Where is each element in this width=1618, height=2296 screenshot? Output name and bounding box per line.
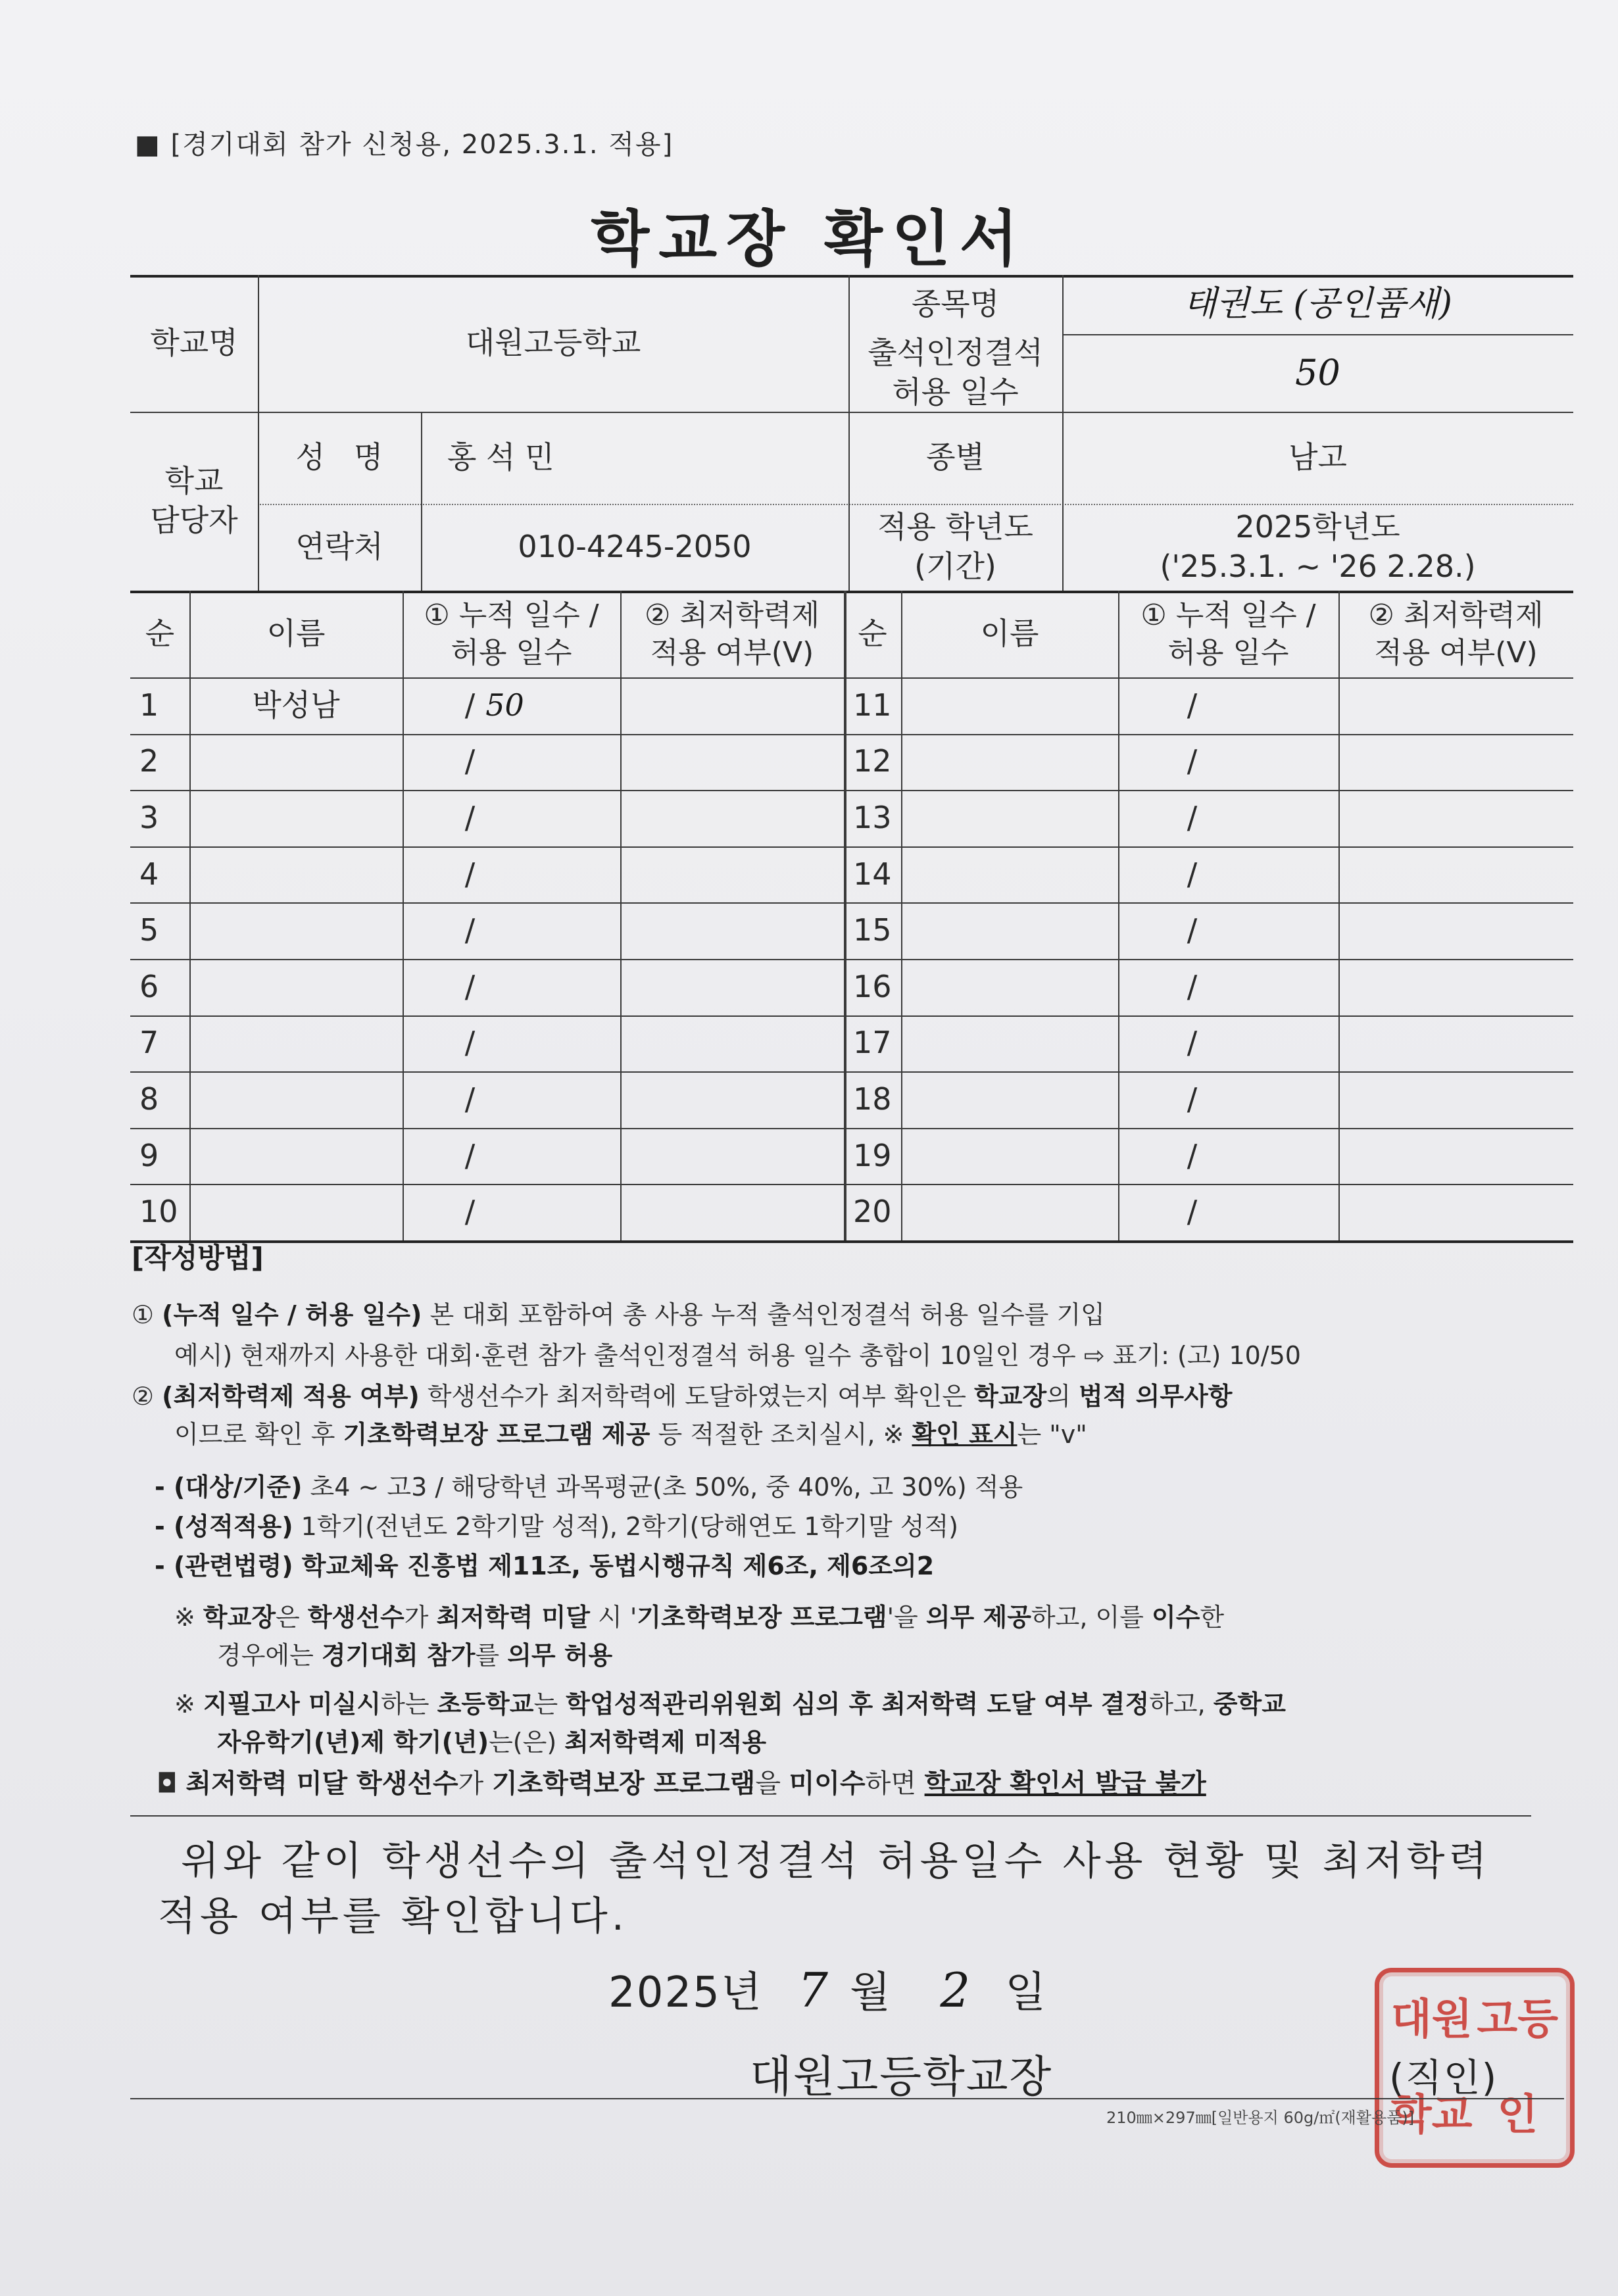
col-header-min-line2: 적용 여부(V) (650, 636, 814, 670)
term: 기초학력보장 프로그램 (491, 1769, 756, 1799)
contact-label: 연락처 (295, 529, 383, 565)
min-academic-check (620, 846, 844, 903)
term: 확인 표시 (912, 1420, 1017, 1449)
date-month-label: 월 (850, 1968, 892, 2017)
row-number: 20 (853, 1194, 892, 1230)
min-academic-check (1338, 1071, 1573, 1128)
seal-char: 학교 (1390, 2090, 1473, 2139)
instruction-line-2: 예시) 현재까지 사용한 대회·훈련 참가 출석인정결석 허용 일수 총합이 10일인 경우 ⇨ 표기: (고) 10/50 (174, 1341, 1301, 1370)
confirmation-line-2: 적용 여부를 확인합니다. (158, 1893, 628, 1940)
days-cell (403, 846, 620, 903)
col-header-days-line1: ① 누적 일수 / (424, 598, 599, 632)
instruction-line-11 (217, 1722, 766, 1758)
student-name (189, 1184, 403, 1240)
slash: / (464, 687, 476, 723)
row-number: 12 (853, 743, 892, 779)
student-name (901, 1071, 1118, 1128)
days-cell (403, 1128, 620, 1185)
col-header-min-academic (620, 591, 844, 677)
min-academic-check (1338, 734, 1573, 791)
row-number: 3 (139, 800, 159, 836)
text: 가 (458, 1769, 492, 1799)
sport-value: 태권도 (공인품새) (1183, 284, 1452, 324)
instruction-line-10 (174, 1684, 1286, 1720)
term: 학교장 (974, 1382, 1047, 1411)
table-bottom-border (130, 1240, 1573, 1243)
term: 자유학기(년)제 학기(년) (217, 1728, 489, 1757)
days-cell (1118, 1015, 1338, 1072)
slash: / (464, 912, 476, 948)
slash: / (464, 1194, 476, 1230)
document-title: 학교장 확인서 (591, 204, 1027, 274)
student-name (189, 734, 403, 791)
row-number: 16 (853, 968, 892, 1004)
days-cell (403, 1015, 620, 1072)
text: 1학기(전년도 2학기말 성적), 2학기(당해연도 1학기말 성적) (293, 1512, 959, 1541)
student-name (901, 959, 1118, 1015)
min-academic-check (620, 790, 844, 846)
slash: / (464, 1137, 476, 1173)
school-year-label-line2: (기간) (914, 549, 996, 584)
student-name: 박성남 (252, 687, 340, 723)
min-academic-check (1338, 959, 1573, 1015)
student-name (189, 959, 403, 1015)
min-academic-check (620, 734, 844, 791)
min-academic-check (1338, 1128, 1573, 1185)
instruction-line-8 (174, 1597, 1224, 1633)
text: 을 (755, 1769, 789, 1799)
instructions-heading-text: [작성방법] (132, 1242, 264, 1274)
row-number: 13 (853, 800, 892, 836)
manager-name-value: 홍 석 민 (447, 439, 554, 476)
days-cell (1118, 734, 1338, 791)
text: 본 대회 포함하여 총 사용 누적 출석인정결석 허용 일수를 기입 (422, 1300, 1105, 1329)
slash: / (464, 968, 476, 1004)
col-header-min-line1: ② 최저학력제 (645, 598, 820, 632)
row-number: 19 (853, 1137, 892, 1173)
rule (130, 1815, 1531, 1817)
attendance-days-label-line2: 허용 일수 (892, 374, 1019, 410)
warning-icon: ◘ (157, 1769, 178, 1799)
term: 지필고사 미실시 (203, 1690, 381, 1719)
seal-char: 고등 (1477, 1995, 1559, 2044)
row-number: 11 (853, 687, 892, 723)
school-year-value-line2: ('25.3.1. ~ '26 2.28.) (1160, 549, 1476, 584)
student-name (901, 677, 1118, 734)
slash: / (1187, 1025, 1198, 1061)
instructions-heading (132, 1236, 264, 1276)
days-cell (403, 902, 620, 959)
min-academic-check (1338, 1184, 1573, 1240)
text: 하는 (381, 1690, 437, 1719)
student-name (901, 1128, 1118, 1185)
row-number: 18 (853, 1081, 892, 1117)
text: 하면 (865, 1769, 925, 1799)
days-cell (403, 790, 620, 846)
row-number: 7 (139, 1025, 159, 1061)
student-name (189, 1128, 403, 1185)
instruction-line-4 (174, 1414, 1087, 1450)
days-cell (403, 1184, 620, 1240)
student-name (189, 790, 403, 846)
text: 는 (533, 1690, 566, 1719)
text: 은 (276, 1603, 308, 1632)
min-academic-check (620, 1071, 844, 1128)
gender-label: 종별 (926, 439, 985, 476)
term: (누적 일수 / 허용 일수) (162, 1300, 422, 1329)
min-academic-check (620, 677, 844, 734)
term: 이수 (1151, 1603, 1200, 1632)
days-cell (1118, 790, 1338, 846)
term: - (관련법령) 학교체육 진흥법 제11조, 동법시행규칙 제6조, 제6조의2 (155, 1551, 935, 1580)
instruction-line-7 (155, 1546, 934, 1582)
slash: / (464, 743, 476, 779)
days-cell (403, 734, 620, 791)
days-cell (1118, 1128, 1338, 1185)
text: 를 (475, 1641, 508, 1670)
school-year-label-line1: 적용 학년도 (877, 509, 1033, 545)
text: 가 (404, 1603, 437, 1632)
form-usage-note: ■ [경기대회 참가 신청용, 2025.3.1. 적용] (135, 130, 674, 160)
col-header-no: 순 (145, 616, 175, 652)
seal-char: 인 (1497, 2090, 1538, 2139)
student-name (901, 790, 1118, 846)
min-academic-check (620, 1128, 844, 1185)
slash: / (464, 1025, 476, 1061)
instruction-warning (157, 1763, 1206, 1800)
col-header-days (1118, 591, 1338, 677)
min-academic-check (620, 1184, 844, 1240)
student-name (189, 1015, 403, 1072)
col-header-min-academic (1338, 591, 1573, 677)
term: 미이수 (789, 1769, 866, 1799)
term: 학교장 (203, 1603, 276, 1632)
slash: / (464, 800, 476, 836)
student-name (189, 1071, 403, 1128)
school-year-value-line1: 2025학년도 (1235, 509, 1400, 545)
term: 최저학력제 미적용 (564, 1728, 767, 1757)
term: 최저학력 미달 (436, 1603, 590, 1632)
term: 학업성적관리위원회 심의 후 최저학력 도달 여부 결정 (566, 1690, 1150, 1719)
min-academic-check (1338, 902, 1573, 959)
term: 학생선수 (307, 1603, 404, 1632)
seal-char: 대원 (1390, 1995, 1473, 2044)
days-cell (1118, 1184, 1338, 1240)
term: 학교장 확인서 발급 불가 (924, 1769, 1206, 1799)
min-academic-check (1338, 846, 1573, 903)
col-header-name: 이름 (266, 616, 326, 652)
term: 기초학력보장 프로그램 (637, 1603, 887, 1632)
col-header-days-line2: 허용 일수 (1167, 636, 1289, 670)
student-name (901, 1184, 1118, 1240)
attendance-days-label-line1: 출석인정결석 (868, 335, 1043, 371)
slash: / (1187, 1081, 1198, 1117)
text: 는(은) (489, 1728, 565, 1757)
date-day: 2 (940, 1963, 972, 2018)
rule (130, 2098, 1564, 2099)
date-year: 2025년 (608, 1968, 763, 2017)
col-header-name: 이름 (980, 616, 1039, 652)
text: 경우에는 (217, 1641, 322, 1670)
row-number: 2 (139, 743, 159, 779)
slash: / (1187, 1137, 1198, 1173)
text: ※ (174, 1603, 203, 1632)
row-number: 15 (853, 912, 892, 948)
term: 기초학력보장 프로그램 제공 (343, 1420, 650, 1449)
col-header-days (403, 591, 620, 677)
row-number: 8 (139, 1081, 159, 1117)
date-day-label: 일 (1005, 1968, 1048, 2017)
school-manager-label-line2: 담당자 (150, 502, 238, 538)
attendance-days-value: 50 (1295, 351, 1340, 393)
text: 한 (1200, 1603, 1225, 1632)
col-header-days-line1: ① 누적 일수 / (1140, 598, 1316, 632)
sport-label: 종목명 (911, 286, 1000, 322)
instruction-line-9 (217, 1635, 612, 1671)
text: 의 (1046, 1382, 1079, 1411)
row-number: 10 (139, 1194, 178, 1230)
text: 이므로 확인 후 (174, 1420, 343, 1449)
col-header-no: 순 (858, 616, 887, 652)
days-cell (403, 1071, 620, 1128)
term: 법적 의무사항 (1079, 1382, 1233, 1411)
slash: / (1187, 912, 1198, 948)
min-academic-check (1338, 677, 1573, 734)
instruction-line-1 (132, 1294, 1105, 1331)
text: ※ (174, 1690, 203, 1719)
confirmation-line-1: 위와 같이 학생선수의 출석인정결석 허용일수 사용 현황 및 최저학력 (181, 1838, 1491, 1884)
days-cell (1118, 677, 1338, 734)
student-name (901, 846, 1118, 903)
school-name-value: 대원고등학교 (465, 325, 641, 361)
slash: / (464, 856, 476, 892)
row-number: 9 (139, 1137, 159, 1173)
text: 등 적절한 조치실시, ※ (650, 1420, 912, 1449)
slash: / (1187, 856, 1198, 892)
row-number: 14 (853, 856, 892, 892)
student-name (901, 1015, 1118, 1072)
term: (최저학력제 적용 여부) (162, 1382, 420, 1411)
days-cell (1118, 959, 1338, 1015)
gender-value: 남고 (1288, 439, 1347, 476)
slash: / (1187, 800, 1198, 836)
paper-size-note: 210㎜×297㎜[일반용지 60g/㎡(재활용품)] (1106, 2109, 1415, 2127)
slash: / (1187, 743, 1198, 779)
row-number: 1 (139, 687, 159, 723)
instruction-line-5 (155, 1467, 1023, 1503)
seal-label: (직인) (1389, 2055, 1498, 2100)
col-header-min-line1: ② 최저학력제 (1368, 598, 1544, 632)
term: 중학교 (1213, 1690, 1286, 1719)
marker: ② (132, 1382, 155, 1411)
manager-name-label: 성 명 (295, 439, 383, 476)
slash: / (1187, 968, 1198, 1004)
col-header-min-line2: 적용 여부(V) (1374, 636, 1538, 670)
min-academic-check (1338, 790, 1573, 846)
school-manager-label-line1: 학교 (164, 463, 224, 499)
days-cell (1118, 902, 1338, 959)
slash: / (464, 1081, 476, 1117)
min-academic-check (620, 902, 844, 959)
min-academic-check (1338, 1015, 1573, 1072)
text: 는 "v" (1017, 1420, 1087, 1449)
term: 최저학력 미달 학생선수 (185, 1769, 458, 1799)
days-cell (403, 959, 620, 1015)
days-cell (1118, 846, 1338, 903)
marker: ① (132, 1300, 155, 1329)
term: - (대상/기준) (155, 1473, 303, 1502)
days-cell (1118, 1071, 1338, 1128)
signer-name: 대원고등학교장 (750, 2051, 1053, 2102)
slash: / (1187, 1194, 1198, 1230)
allowed-days: 50 (485, 687, 524, 723)
student-name (189, 846, 403, 903)
min-academic-check (620, 959, 844, 1015)
row-number: 4 (139, 856, 159, 892)
issue-date (608, 1959, 1047, 2019)
text: '을 (887, 1603, 926, 1632)
student-name (901, 902, 1118, 959)
student-name (901, 734, 1118, 791)
text: 학생선수가 최저학력에 도달하였는지 여부 확인은 (419, 1382, 975, 1411)
term: 의무 제공 (925, 1603, 1031, 1632)
row-number: 6 (139, 968, 159, 1004)
text: 초4 ~ 고3 / 해당학년 과목평균(초 50%, 중 40%, 고 30%) 적용 (302, 1473, 1023, 1502)
row-number: 5 (139, 912, 159, 948)
instruction-line-3 (132, 1376, 1233, 1412)
text: 하고, 이를 (1031, 1603, 1152, 1632)
days-cell (403, 677, 620, 734)
student-name (189, 902, 403, 959)
school-name-label: 학교명 (150, 325, 238, 361)
text: 시 ' (589, 1603, 637, 1632)
term: 경기대회 참가 (321, 1641, 476, 1670)
row-number: 17 (853, 1025, 892, 1061)
instruction-line-6 (155, 1506, 958, 1542)
term: - (성적적용) (155, 1512, 293, 1541)
date-month: 7 (798, 1963, 829, 2018)
contact-value: 010-4245-2050 (518, 529, 752, 565)
term: 초등학교 (437, 1690, 534, 1719)
col-header-days-line2: 허용 일수 (451, 636, 572, 670)
min-academic-check (620, 1015, 844, 1072)
slash: / (1187, 687, 1198, 723)
term: 의무 허용 (507, 1641, 613, 1670)
text: 하고, (1149, 1690, 1214, 1719)
